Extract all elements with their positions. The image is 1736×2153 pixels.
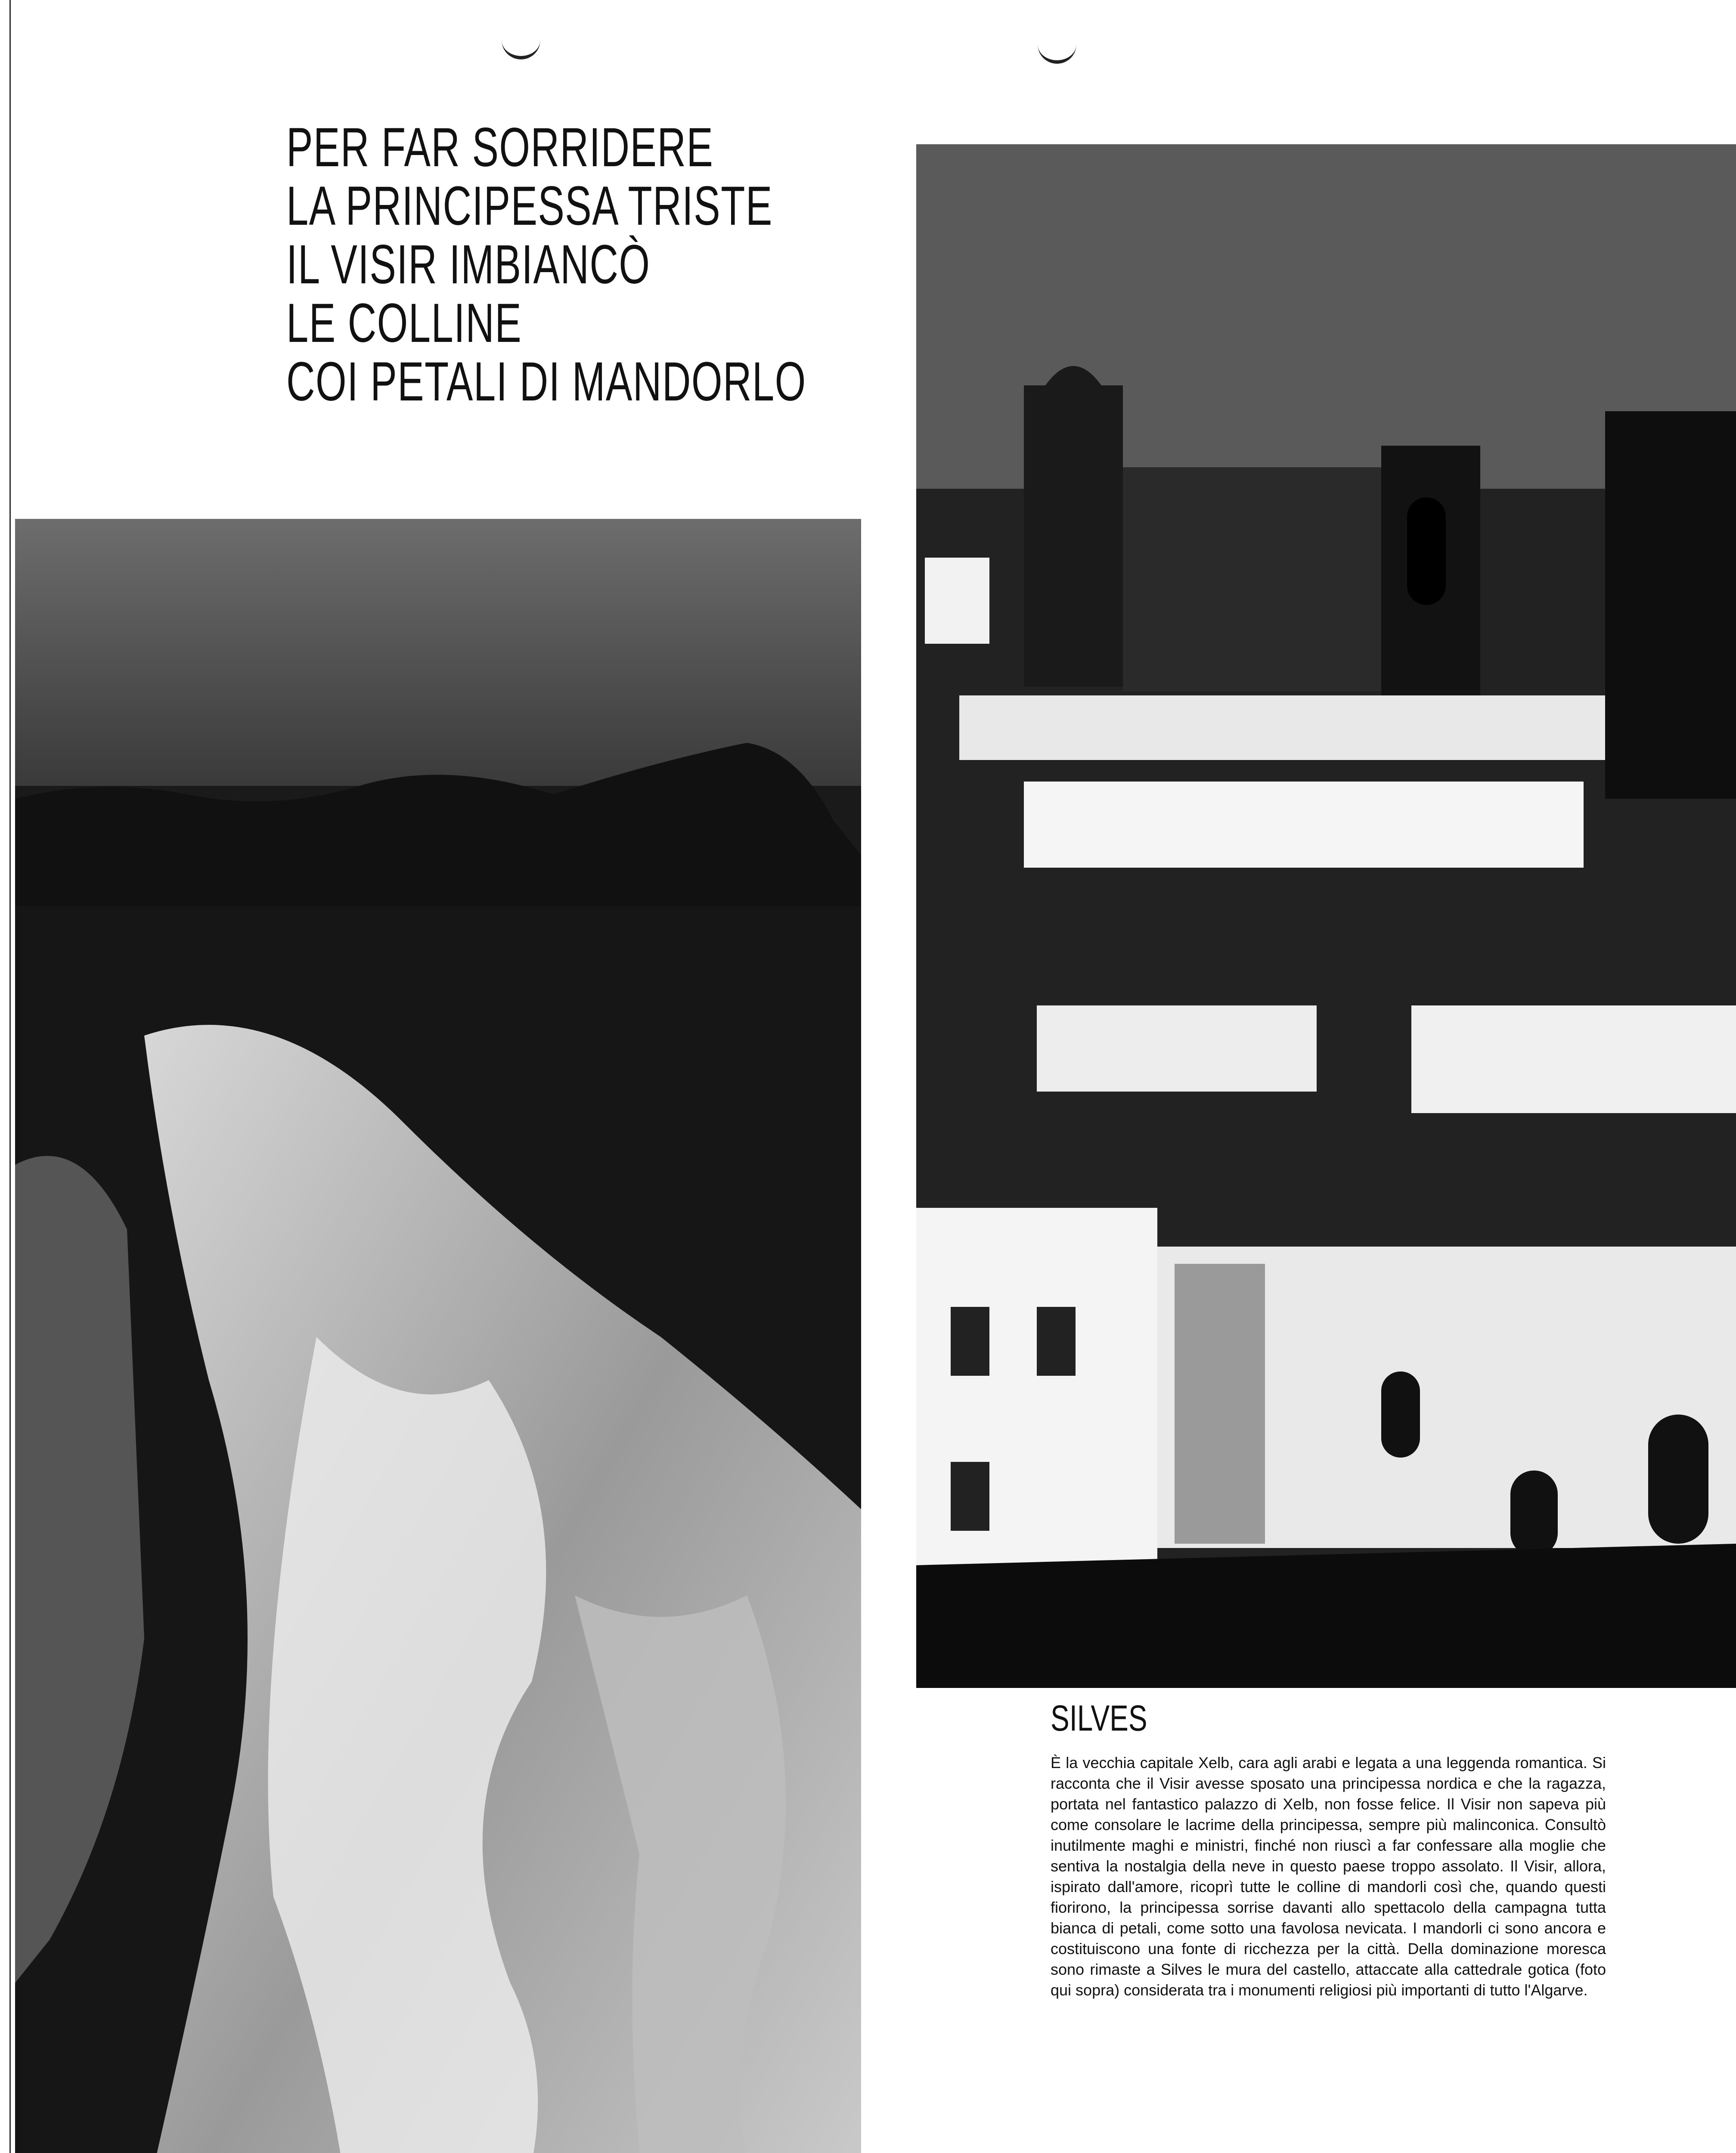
coast-photo-image bbox=[15, 519, 861, 2153]
headline-line: IL VISIR IMBIANCÒ bbox=[286, 234, 651, 295]
headline-line: LA PRINCIPESSA TRISTE bbox=[286, 175, 773, 237]
town-photo bbox=[916, 144, 1736, 1688]
headline-line: COI PETALI DI MANDORLO bbox=[286, 351, 806, 413]
caption-body: È la vecchia capitale Xelb, cara agli arabi e legata a una leggenda romantica. Si racconta che il Visir avesse sposato una principessa nordica e che la ragazza, portata nel fantastico palazzo di Xelb, non fosse felice. Il Visir non sapeva più come consolare le lacrime della principessa, sempre più malinconica. Consultò inutilmente maghi e ministri, finché non riuscì a far confessare alla moglie che sentiva la nostalgia della neve in questo paese troppo assolato. Il Visir, allora, ispirato dall'amore, ricoprì tutte le colline di mandorli così che, quando questi fiorirono, la principessa sorrise davanti allo spettacolo della campagna tutta bianca di petali, come sotto una favolosa nevicata. I mandorli ci sono ancora e costituiscono una fonte di ricchezza per la città. Della dominazione moresca sono rimaste a Silves le mura del castello, attaccate alla cattedrale gotica (foto qui sopra) considerata tra i monumenti religiosi più importanti di tutto l'Algarve. bbox=[1051, 1754, 1606, 1999]
caption bbox=[1051, 1699, 1606, 2001]
page-edge bbox=[9, 0, 11, 2153]
caption-title: SILVES bbox=[1051, 1698, 1147, 1738]
headline bbox=[286, 117, 806, 413]
headline-line: PER FAR SORRIDERE bbox=[286, 117, 714, 178]
town-photo-image bbox=[916, 144, 1736, 1688]
punch-hole-left bbox=[502, 30, 540, 59]
headline-line: LE COLLINE bbox=[286, 292, 522, 354]
coast-photo bbox=[15, 519, 861, 2153]
punch-hole-right bbox=[1038, 34, 1076, 64]
